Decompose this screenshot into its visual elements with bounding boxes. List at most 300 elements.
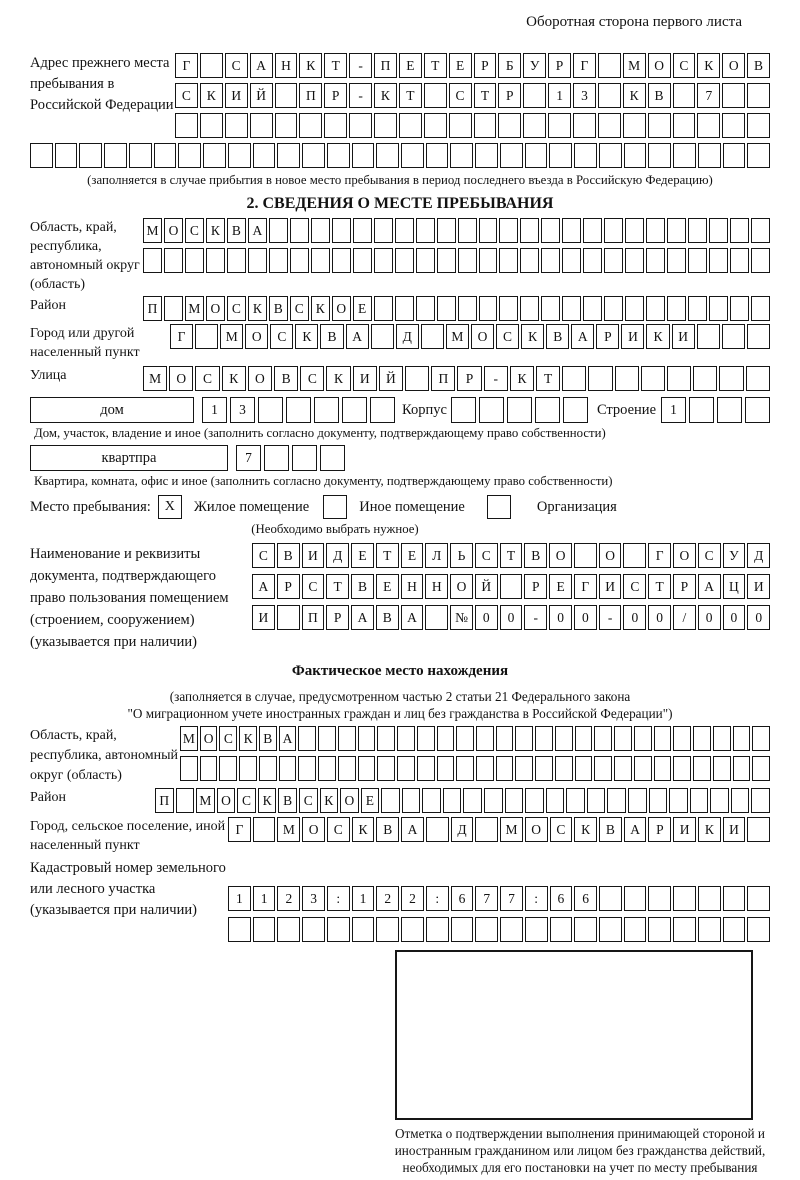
char-box: К — [320, 788, 339, 813]
char-box — [500, 574, 523, 599]
char-box: 3 — [230, 397, 255, 423]
char-box: С — [185, 218, 204, 243]
char-box: О — [200, 726, 218, 751]
char-box — [722, 324, 745, 349]
char-box — [228, 143, 251, 168]
char-box — [535, 756, 553, 781]
char-box — [426, 917, 449, 942]
char-box: В — [320, 324, 343, 349]
char-box: А — [624, 817, 647, 842]
char-box — [253, 917, 276, 942]
char-box — [746, 366, 770, 391]
char-box — [562, 296, 581, 321]
char-box — [697, 324, 720, 349]
char-box — [555, 726, 573, 751]
char-box — [713, 756, 731, 781]
char-box: 6 — [451, 886, 474, 911]
char-box: С — [449, 83, 472, 108]
char-box: С — [475, 543, 498, 568]
char-box: М — [185, 296, 204, 321]
char-box — [546, 788, 565, 813]
char-box — [507, 397, 532, 423]
char-row — [143, 366, 770, 391]
char-box — [332, 248, 351, 273]
char-box: Т — [648, 574, 671, 599]
char-box — [649, 788, 668, 813]
char-box: В — [524, 543, 547, 568]
char-box — [751, 296, 770, 321]
char-box: О — [245, 324, 268, 349]
char-box — [719, 366, 743, 391]
char-box — [667, 366, 691, 391]
char-box: С — [327, 817, 350, 842]
char-box — [401, 917, 424, 942]
char-box — [264, 445, 289, 471]
char-box: У — [523, 53, 546, 78]
char-box — [549, 143, 572, 168]
char-box: 2 — [277, 886, 300, 911]
kadastr-label: Кадастровый номер земельного или лесного участка (указывается при наличии) — [30, 860, 226, 918]
char-box: В — [259, 726, 277, 751]
dom-cells — [202, 397, 395, 423]
char-box — [525, 143, 548, 168]
char-box: О — [217, 788, 236, 813]
stroenie-label: Строение — [596, 401, 656, 418]
char-box — [541, 218, 560, 243]
char-box — [298, 726, 316, 751]
kvartira-caption: Квартира, комната, офис и иное (заполнить согласно документу, подтверждающему право собственности) — [34, 474, 613, 488]
char-box — [443, 788, 462, 813]
char-box — [583, 296, 602, 321]
char-box — [623, 543, 646, 568]
char-box — [625, 248, 644, 273]
char-box — [541, 296, 560, 321]
char-box — [437, 218, 456, 243]
char-box: Р — [277, 574, 300, 599]
char-box: 6 — [574, 886, 597, 911]
char-box — [520, 218, 539, 243]
char-box: Е — [399, 53, 422, 78]
char-box: К — [258, 788, 277, 813]
char-box: К — [206, 218, 225, 243]
prev-address-label: Адрес прежнего места пребывания в Российской Федерации — [30, 55, 174, 113]
char-row — [252, 574, 770, 599]
char-box — [747, 917, 770, 942]
char-box — [496, 726, 514, 751]
char-box — [747, 113, 770, 138]
char-row — [143, 248, 770, 273]
char-box — [535, 726, 553, 751]
char-box — [722, 83, 745, 108]
char-box: А — [250, 53, 273, 78]
char-box: С — [225, 53, 248, 78]
char-box: К — [697, 53, 720, 78]
char-box — [416, 248, 435, 273]
char-box — [475, 817, 498, 842]
char-box: В — [376, 605, 399, 630]
char-box — [604, 248, 623, 273]
page-header: Оборотная сторона первого листа — [526, 14, 742, 30]
char-box: И — [723, 817, 746, 842]
char-box — [458, 218, 477, 243]
char-box: С — [698, 543, 721, 568]
char-row — [175, 83, 770, 108]
char-box — [479, 248, 498, 273]
char-box — [574, 543, 597, 568]
char-box: О — [302, 817, 325, 842]
char-box — [623, 113, 646, 138]
char-box: К — [239, 726, 257, 751]
char-box: М — [196, 788, 215, 813]
char-box — [417, 726, 435, 751]
char-box — [673, 143, 696, 168]
char-box: В — [648, 83, 671, 108]
char-box — [563, 397, 588, 423]
char-box: - — [349, 53, 372, 78]
char-box: 0 — [500, 605, 523, 630]
char-box — [709, 296, 728, 321]
char-box: К — [326, 366, 350, 391]
char-box: 1 — [202, 397, 227, 423]
char-box: Ь — [450, 543, 473, 568]
char-box: В — [269, 296, 288, 321]
char-box — [698, 886, 721, 911]
char-box — [302, 143, 325, 168]
char-box: К — [374, 83, 397, 108]
char-box: И — [599, 574, 622, 599]
char-box — [745, 397, 770, 423]
char-box — [688, 248, 707, 273]
char-box: Д — [396, 324, 419, 349]
char-box — [258, 397, 283, 423]
char-box — [206, 248, 225, 273]
char-box — [624, 917, 647, 942]
char-box: К — [295, 324, 318, 349]
char-box: К — [222, 366, 246, 391]
char-box — [641, 366, 665, 391]
kvartira-cells — [236, 445, 345, 471]
char-box: И — [672, 324, 695, 349]
char-box — [358, 726, 376, 751]
char-box: 7 — [500, 886, 523, 911]
char-box — [654, 756, 672, 781]
char-box: А — [571, 324, 594, 349]
char-box: Г — [228, 817, 251, 842]
char-box — [615, 366, 639, 391]
char-box — [479, 397, 504, 423]
rayon-block — [30, 296, 770, 321]
char-box: В — [274, 366, 298, 391]
char-box: А — [401, 817, 424, 842]
char-box — [437, 726, 455, 751]
char-box — [673, 113, 696, 138]
oblast-label: Область, край, республика, автономный округ (область) — [30, 220, 140, 292]
char-box — [318, 756, 336, 781]
char-box: П — [143, 296, 162, 321]
char-box — [377, 756, 395, 781]
char-box — [474, 113, 497, 138]
char-box — [475, 143, 498, 168]
char-box — [416, 218, 435, 243]
char-box — [698, 143, 721, 168]
char-box: О — [525, 817, 548, 842]
confirmation-mark-caption: Отметка о подтверждении выполнения принимающей стороной и иностранным гражданином или лицом без гражданства действий, необходимых для его постановки на учет по месту пребывания — [394, 1126, 766, 1175]
char-box — [733, 726, 751, 751]
char-box: П — [431, 366, 455, 391]
char-box — [374, 113, 397, 138]
fact-rayon-block — [30, 788, 770, 813]
char-box — [314, 397, 339, 423]
char-box: С — [302, 574, 325, 599]
char-box: О — [648, 53, 671, 78]
char-box: И — [747, 574, 770, 599]
char-row — [175, 113, 770, 138]
prev-address-block — [30, 53, 770, 138]
char-box: А — [351, 605, 374, 630]
char-box — [200, 756, 218, 781]
char-row — [252, 605, 770, 630]
char-box: Н — [275, 53, 298, 78]
char-box — [628, 788, 647, 813]
char-box — [164, 296, 183, 321]
char-box: Р — [457, 366, 481, 391]
char-box — [479, 218, 498, 243]
char-box — [693, 756, 711, 781]
char-box — [614, 726, 632, 751]
char-box: Г — [573, 53, 596, 78]
char-box — [523, 113, 546, 138]
char-box — [479, 296, 498, 321]
char-box: А — [401, 605, 424, 630]
char-box: К — [646, 324, 669, 349]
char-box — [371, 324, 394, 349]
char-box: 0 — [723, 605, 746, 630]
char-box — [752, 756, 770, 781]
char-box: Р — [596, 324, 619, 349]
char-box — [673, 83, 696, 108]
char-box — [717, 397, 742, 423]
char-box — [279, 756, 297, 781]
char-box: О — [722, 53, 745, 78]
char-box — [417, 756, 435, 781]
char-box — [405, 366, 429, 391]
char-box — [299, 113, 322, 138]
char-box: С — [219, 726, 237, 751]
char-box: Т — [324, 53, 347, 78]
char-box: Г — [574, 574, 597, 599]
char-box: К — [623, 83, 646, 108]
prev-address-rows — [175, 53, 770, 138]
char-box — [646, 296, 665, 321]
char-box — [143, 248, 162, 273]
char-box — [689, 397, 714, 423]
char-box — [437, 248, 456, 273]
char-box — [697, 113, 720, 138]
char-box — [599, 886, 622, 911]
char-box: М — [623, 53, 646, 78]
char-box: С — [252, 543, 275, 568]
char-box — [499, 218, 518, 243]
char-box: Р — [648, 817, 671, 842]
char-box — [709, 218, 728, 243]
char-box — [353, 248, 372, 273]
mesto-note: (Необходимо выбрать нужное) — [251, 522, 419, 536]
char-box — [219, 756, 237, 781]
char-box: Е — [549, 574, 572, 599]
opt-inoe-label: Иное помещение — [359, 498, 465, 515]
char-box: : — [525, 886, 548, 911]
char-box — [449, 113, 472, 138]
char-box — [451, 397, 476, 423]
char-box — [164, 248, 183, 273]
char-box — [292, 445, 317, 471]
char-box — [318, 726, 336, 751]
char-box — [587, 788, 606, 813]
char-row — [228, 917, 770, 942]
prev-address-note: (заполняется в случае прибытия в новое место пребывания в период последнего въезда в Российскую Федерацию) — [87, 173, 713, 187]
char-box — [625, 218, 644, 243]
char-box — [624, 886, 647, 911]
char-box: Р — [524, 574, 547, 599]
char-box: В — [546, 324, 569, 349]
char-row — [143, 296, 770, 321]
char-box — [129, 143, 152, 168]
char-box — [426, 143, 449, 168]
char-box: 0 — [574, 605, 597, 630]
char-box — [358, 756, 376, 781]
char-box: В — [351, 574, 374, 599]
char-box: Б — [498, 53, 521, 78]
char-box — [349, 113, 372, 138]
char-box — [747, 324, 770, 349]
char-box: Т — [376, 543, 399, 568]
char-box: С — [227, 296, 246, 321]
char-box — [634, 756, 652, 781]
char-box — [402, 788, 421, 813]
char-row — [180, 756, 770, 781]
char-box: - — [484, 366, 508, 391]
char-box: Т — [326, 574, 349, 599]
char-box — [562, 366, 586, 391]
char-box — [227, 248, 246, 273]
char-box: 2 — [376, 886, 399, 911]
char-box: К — [299, 53, 322, 78]
char-box — [598, 53, 621, 78]
char-box — [401, 143, 424, 168]
char-box — [370, 397, 395, 423]
char-box: С — [300, 366, 324, 391]
char-box: Е — [376, 574, 399, 599]
char-box — [588, 366, 612, 391]
char-box — [673, 886, 696, 911]
char-box — [259, 756, 277, 781]
korpus-label: Корпус — [402, 401, 447, 418]
char-box — [286, 397, 311, 423]
char-box — [747, 83, 770, 108]
confirmation-mark-box — [395, 950, 753, 1120]
char-box — [541, 248, 560, 273]
char-box — [180, 756, 198, 781]
char-box: Н — [401, 574, 424, 599]
char-box — [185, 248, 204, 273]
char-box — [594, 726, 612, 751]
char-box: К — [200, 83, 223, 108]
char-box: К — [311, 296, 330, 321]
char-box: 3 — [573, 83, 596, 108]
char-box — [397, 726, 415, 751]
char-box — [648, 143, 671, 168]
fact-oblast-block — [30, 726, 770, 786]
char-box: 2 — [401, 886, 424, 911]
oblast-rows — [143, 218, 770, 273]
char-box — [320, 445, 345, 471]
char-box — [648, 886, 671, 911]
char-box — [709, 248, 728, 273]
rayon-label: Район — [30, 298, 66, 313]
char-box — [500, 143, 523, 168]
char-box — [353, 218, 372, 243]
doc-block — [30, 543, 770, 653]
char-box — [475, 917, 498, 942]
char-box — [450, 143, 473, 168]
char-box — [548, 113, 571, 138]
char-box — [566, 788, 585, 813]
char-box — [203, 143, 226, 168]
char-box — [688, 218, 707, 243]
char-box: А — [698, 574, 721, 599]
mesto-row — [30, 495, 770, 519]
mesto-label: Место пребывания: — [30, 498, 151, 515]
char-box: М — [446, 324, 469, 349]
char-box: : — [426, 886, 449, 911]
doc-rows — [252, 543, 770, 630]
char-box — [269, 248, 288, 273]
char-box — [575, 756, 593, 781]
char-box — [624, 143, 647, 168]
char-box — [200, 53, 223, 78]
char-box: О — [164, 218, 183, 243]
char-box — [311, 248, 330, 273]
char-box: - — [599, 605, 622, 630]
char-box — [520, 248, 539, 273]
char-box — [176, 788, 195, 813]
char-box — [730, 218, 749, 243]
char-box: М — [277, 817, 300, 842]
char-box — [751, 248, 770, 273]
char-box: С — [270, 324, 293, 349]
char-box: Е — [449, 53, 472, 78]
char-box: С — [237, 788, 256, 813]
char-box: О — [450, 574, 473, 599]
char-box — [55, 143, 78, 168]
char-box — [381, 788, 400, 813]
char-box: 0 — [549, 605, 572, 630]
char-box: - — [349, 83, 372, 108]
char-box: Т — [474, 83, 497, 108]
char-box — [311, 218, 330, 243]
char-box — [228, 917, 251, 942]
char-box: Л — [425, 543, 448, 568]
char-box — [751, 218, 770, 243]
char-box: М — [180, 726, 198, 751]
ulitsa-block — [30, 366, 770, 391]
char-box: В — [278, 788, 297, 813]
char-box — [525, 788, 544, 813]
char-box — [424, 83, 447, 108]
char-box: К — [698, 817, 721, 842]
char-box: 7 — [697, 83, 720, 108]
char-box: Й — [250, 83, 273, 108]
